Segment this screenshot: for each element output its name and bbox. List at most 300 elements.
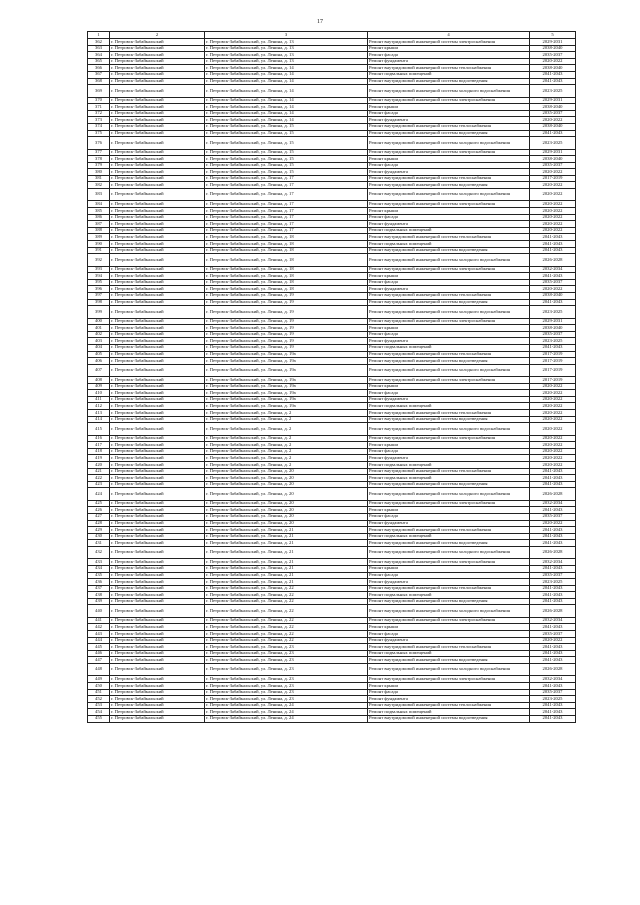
- period-cell: 2035-2037: [530, 110, 576, 117]
- table-row: [88, 351, 576, 358]
- work-type-cell: Ремонт внутридомовой инженерной системы водоотведения: [368, 299, 530, 306]
- period-cell: 2038-2040: [530, 325, 576, 332]
- work-type-cell: Ремонт внутридомовой инженерной системы электроснабжения: [368, 676, 530, 683]
- municipality-cell: г. Петровск-Забайкальский: [110, 254, 205, 266]
- table-row: [88, 624, 576, 631]
- work-type-cell: Ремонт внутридомовой инженерной системы водоотведения: [368, 416, 530, 423]
- work-type-cell: Ремонт фундамента: [368, 396, 530, 403]
- work-type-cell: Ремонт фундамента: [368, 169, 530, 176]
- table-row: [88, 559, 576, 566]
- row-number-cell: 438: [88, 592, 110, 599]
- period-cell: 2020-2022: [530, 403, 576, 410]
- table-row: [88, 123, 576, 130]
- address-cell: г. Петровск-Забайкальский, ул. Ленина, д. 20: [205, 500, 368, 507]
- municipality-cell: г. Петровск-Забайкальский: [110, 221, 205, 228]
- period-cell: 2041-2043: [530, 585, 576, 592]
- work-type-cell: Ремонт фасада: [368, 279, 530, 286]
- work-type-cell: Ремонт крыши: [368, 624, 530, 631]
- municipality-cell: г. Петровск-Забайкальский: [110, 208, 205, 215]
- period-cell: 2041-2043: [530, 247, 576, 254]
- municipality-cell: г. Петровск-Забайкальский: [110, 513, 205, 520]
- work-type-cell: Ремонт внутридомовой инженерной системы теплоснабжения: [368, 702, 530, 709]
- table-row: [88, 169, 576, 176]
- municipality-cell: г. Петровск-Забайкальский: [110, 689, 205, 696]
- address-cell: г. Петровск-Забайкальский, ул. Ленина, д. 2: [205, 435, 368, 442]
- period-cell: 2041-2043: [530, 702, 576, 709]
- table-row: [88, 572, 576, 579]
- row-number-cell: 390: [88, 241, 110, 248]
- table-row: [88, 500, 576, 507]
- period-cell: 2041-2043: [530, 273, 576, 280]
- work-type-cell: Ремонт фасада: [368, 513, 530, 520]
- work-type-cell: Ремонт внутридомовой инженерной системы теплоснабжения: [368, 175, 530, 182]
- row-number-cell: 405: [88, 351, 110, 358]
- work-type-cell: Ремонт внутридомовой инженерной системы теплоснабжения: [368, 234, 530, 241]
- row-number-cell: 396: [88, 286, 110, 293]
- address-cell: г. Петровск-Забайкальский, ул. Ленина, д. 22: [205, 605, 368, 617]
- table-row: [88, 110, 576, 117]
- table-row: [88, 325, 576, 332]
- table-row: [88, 664, 576, 676]
- work-type-cell: Ремонт фасада: [368, 162, 530, 169]
- address-cell: г. Петровск-Забайкальский, ул. Ленина, д. 18: [205, 234, 368, 241]
- work-type-cell: Ремонт крыши: [368, 442, 530, 449]
- address-cell: г. Петровск-Забайкальский, ул. Ленина, д. 14: [205, 104, 368, 111]
- municipality-cell: г. Петровск-Забайкальский: [110, 110, 205, 117]
- municipality-cell: г. Петровск-Забайкальский: [110, 45, 205, 52]
- municipality-cell: г. Петровск-Забайкальский: [110, 631, 205, 638]
- table-row: [88, 481, 576, 488]
- municipality-cell: г. Петровск-Забайкальский: [110, 390, 205, 397]
- address-cell: г. Петровск-Забайкальский, ул. Ленина, д. 19: [205, 299, 368, 306]
- municipality-cell: г. Петровск-Забайкальский: [110, 416, 205, 423]
- work-type-cell: Ремонт подвальных помещений: [368, 709, 530, 716]
- table-row: [88, 273, 576, 280]
- address-cell: г. Петровск-Забайкальский, ул. Ленина, д. 2: [205, 462, 368, 469]
- municipality-cell: г. Петровск-Забайкальский: [110, 448, 205, 455]
- row-number-cell: 371: [88, 104, 110, 111]
- period-cell: 2020-2022: [530, 520, 576, 527]
- address-cell: г. Петровск-Забайкальский, ул. Ленина, д. 19: [205, 292, 368, 299]
- period-cell: 2038-2040: [530, 45, 576, 52]
- municipality-cell: г. Петровск-Забайкальский: [110, 156, 205, 163]
- table-row: [88, 527, 576, 534]
- row-number-cell: 380: [88, 169, 110, 176]
- address-cell: г. Петровск-Забайкальский, ул. Ленина, д. 17: [205, 221, 368, 228]
- address-cell: г. Петровск-Забайкальский, ул. Ленина, д. 17: [205, 175, 368, 182]
- row-number-cell: 451: [88, 689, 110, 696]
- table-row: [88, 689, 576, 696]
- address-cell: г. Петровск-Забайкальский, ул. Ленина, д. 23: [205, 683, 368, 690]
- row-number-cell: 447: [88, 657, 110, 664]
- table-row: [88, 221, 576, 228]
- work-type-cell: Ремонт внутридомовой инженерной системы холодного водоснабжения: [368, 423, 530, 435]
- address-cell: г. Петровск-Забайкальский, ул. Ленина, д. 19а: [205, 390, 368, 397]
- table-row: [88, 423, 576, 435]
- work-type-cell: Ремонт крыши: [368, 208, 530, 215]
- row-number-cell: 420: [88, 462, 110, 469]
- table-row: [88, 254, 576, 266]
- period-cell: 2023-2025: [530, 137, 576, 149]
- period-cell: 2020-2022: [530, 286, 576, 293]
- period-cell: 2020-2022: [530, 410, 576, 417]
- municipality-cell: г. Петровск-Забайкальский: [110, 104, 205, 111]
- period-cell: 2035-2037: [530, 279, 576, 286]
- period-cell: 2032-2034: [530, 559, 576, 566]
- municipality-cell: г. Петровск-Забайкальский: [110, 533, 205, 540]
- work-type-cell: Ремонт внутридомовой инженерной системы электроснабжения: [368, 201, 530, 208]
- municipality-cell: г. Петровск-Забайкальский: [110, 266, 205, 273]
- work-type-cell: Ремонт подвальных помещений: [368, 241, 530, 248]
- table-row: [88, 676, 576, 683]
- row-number-cell: 362: [88, 39, 110, 46]
- address-cell: г. Петровск-Забайкальский, ул. Ленина, д. 21: [205, 559, 368, 566]
- table-row: [88, 97, 576, 104]
- period-cell: 2020-2022: [530, 435, 576, 442]
- period-cell: 2029-2031: [530, 97, 576, 104]
- table-row: [88, 683, 576, 690]
- period-cell: 2038-2040: [530, 104, 576, 111]
- table-row: [88, 306, 576, 318]
- period-cell: 2029-2031: [530, 149, 576, 156]
- address-cell: г. Петровск-Забайкальский, ул. Ленина, д. 15: [205, 123, 368, 130]
- table-row: [88, 396, 576, 403]
- municipality-cell: г. Петровск-Забайкальский: [110, 396, 205, 403]
- municipality-cell: г. Петровск-Забайкальский: [110, 85, 205, 97]
- row-number-cell: 378: [88, 156, 110, 163]
- header-row: [88, 32, 576, 39]
- address-cell: г. Петровск-Забайкальский, ул. Ленина, д. 23: [205, 676, 368, 683]
- table-row: [88, 162, 576, 169]
- table-row: [88, 565, 576, 572]
- work-type-cell: Ремонт фундамента: [368, 338, 530, 345]
- municipality-cell: г. Петровск-Забайкальский: [110, 201, 205, 208]
- row-number-cell: 439: [88, 598, 110, 605]
- period-cell: 2035-2037: [530, 331, 576, 338]
- table-row: [88, 286, 576, 293]
- period-cell: 2020-2022: [530, 448, 576, 455]
- period-cell: 2023-2025: [530, 338, 576, 345]
- address-cell: г. Петровск-Забайкальский, ул. Ленина, д. 22: [205, 637, 368, 644]
- row-number-cell: 367: [88, 71, 110, 78]
- municipality-cell: г. Петровск-Забайкальский: [110, 468, 205, 475]
- row-number-cell: 430: [88, 533, 110, 540]
- work-type-cell: Ремонт подвальных помещений: [368, 71, 530, 78]
- address-cell: г. Петровск-Забайкальский, ул. Ленина, д. 19: [205, 325, 368, 332]
- municipality-cell: г. Петровск-Забайкальский: [110, 676, 205, 683]
- work-type-cell: Ремонт крыши: [368, 156, 530, 163]
- table-row: [88, 579, 576, 586]
- period-cell: 2038-2040: [530, 292, 576, 299]
- municipality-cell: г. Петровск-Забайкальский: [110, 149, 205, 156]
- work-type-cell: Ремонт внутридомовой инженерной системы теплоснабжения: [368, 123, 530, 130]
- address-cell: г. Петровск-Забайкальский, ул. Ленина, д. 18: [205, 273, 368, 280]
- address-cell: г. Петровск-Забайкальский, ул. Ленина, д. 17: [205, 201, 368, 208]
- table-row: [88, 71, 576, 78]
- table-row: [88, 592, 576, 599]
- municipality-cell: г. Петровск-Забайкальский: [110, 97, 205, 104]
- row-number-cell: 427: [88, 513, 110, 520]
- row-number-cell: 365: [88, 58, 110, 65]
- address-cell: г. Петровск-Забайкальский, ул. Ленина, д. 14: [205, 85, 368, 97]
- work-type-cell: Ремонт фасада: [368, 331, 530, 338]
- work-type-cell: Ремонт внутридомовой инженерной системы водоотведения: [368, 78, 530, 85]
- municipality-cell: г. Петровск-Забайкальский: [110, 306, 205, 318]
- municipality-cell: г. Петровск-Забайкальский: [110, 715, 205, 722]
- address-cell: г. Петровск-Забайкальский, ул. Ленина, д. 22: [205, 624, 368, 631]
- work-type-cell: Ремонт фундамента: [368, 637, 530, 644]
- municipality-cell: г. Петровск-Забайкальский: [110, 546, 205, 558]
- row-number-cell: 381: [88, 175, 110, 182]
- address-cell: г. Петровск-Забайкальский, ул. Ленина, д. 18: [205, 254, 368, 266]
- work-type-cell: Ремонт подвальных помещений: [368, 533, 530, 540]
- period-cell: 2017-2019: [530, 364, 576, 376]
- row-number-cell: 448: [88, 664, 110, 676]
- municipality-cell: г. Петровск-Забайкальский: [110, 279, 205, 286]
- address-cell: г. Петровск-Забайкальский, ул. Ленина, д. 22: [205, 631, 368, 638]
- work-type-cell: Ремонт фундамента: [368, 221, 530, 228]
- address-cell: г. Петровск-Забайкальский, ул. Ленина, д. 23: [205, 644, 368, 651]
- work-type-cell: Ремонт фасада: [368, 631, 530, 638]
- period-cell: 2041-2043: [530, 624, 576, 631]
- table-row: [88, 410, 576, 417]
- address-cell: г. Петровск-Забайкальский, ул. Ленина, д. 20: [205, 520, 368, 527]
- municipality-cell: г. Петровск-Забайкальский: [110, 214, 205, 221]
- address-cell: г. Петровск-Забайкальский, ул. Ленина, д. 22: [205, 617, 368, 624]
- address-cell: г. Петровск-Забайкальский, ул. Ленина, д. 2: [205, 442, 368, 449]
- address-cell: г. Петровск-Забайкальский, ул. Ленина, д. 22: [205, 598, 368, 605]
- row-number-cell: 432: [88, 546, 110, 558]
- period-cell: 2041-2043: [530, 540, 576, 547]
- address-cell: г. Петровск-Забайкальский, ул. Ленина, д. 13: [205, 39, 368, 46]
- address-cell: г. Петровск-Забайкальский, ул. Ленина, д. 23: [205, 664, 368, 676]
- row-number-cell: 386: [88, 214, 110, 221]
- municipality-cell: г. Петровск-Забайкальский: [110, 58, 205, 65]
- municipality-cell: г. Петровск-Забайкальский: [110, 383, 205, 390]
- work-type-cell: Ремонт внутридомовой инженерной системы водоотведения: [368, 657, 530, 664]
- address-cell: г. Петровск-Забайкальский, ул. Ленина, д. 19а: [205, 377, 368, 384]
- municipality-cell: г. Петровск-Забайкальский: [110, 579, 205, 586]
- work-type-cell: Ремонт фундамента: [368, 58, 530, 65]
- row-number-cell: 440: [88, 605, 110, 617]
- repair-schedule-table: [87, 31, 576, 723]
- row-number-cell: 436: [88, 579, 110, 586]
- period-cell: 2041-2043: [530, 507, 576, 514]
- municipality-cell: г. Петровск-Забайкальский: [110, 71, 205, 78]
- table-row: [88, 117, 576, 124]
- row-number-cell: 409: [88, 383, 110, 390]
- address-cell: г. Петровск-Забайкальский, ул. Ленина, д. 21: [205, 546, 368, 558]
- municipality-cell: г. Петровск-Забайкальский: [110, 455, 205, 462]
- municipality-cell: г. Петровск-Забайкальский: [110, 234, 205, 241]
- address-cell: г. Петровск-Забайкальский, ул. Ленина, д. 21: [205, 565, 368, 572]
- table-row: [88, 383, 576, 390]
- work-type-cell: Ремонт фасада: [368, 448, 530, 455]
- row-number-cell: 410: [88, 390, 110, 397]
- row-number-cell: 402: [88, 331, 110, 338]
- period-cell: 2026-2028: [530, 605, 576, 617]
- period-cell: 2020-2022: [530, 396, 576, 403]
- municipality-cell: г. Петровск-Забайкальский: [110, 572, 205, 579]
- row-number-cell: 398: [88, 299, 110, 306]
- work-type-cell: Ремонт подвальных помещений: [368, 592, 530, 599]
- period-cell: 2026-2028: [530, 254, 576, 266]
- address-cell: г. Петровск-Забайкальский, ул. Ленина, д. 18: [205, 241, 368, 248]
- work-type-cell: Ремонт внутридомовой инженерной системы электроснабжения: [368, 318, 530, 325]
- table-row: [88, 513, 576, 520]
- period-cell: 2041-2043: [530, 650, 576, 657]
- municipality-cell: г. Петровск-Забайкальский: [110, 299, 205, 306]
- address-cell: г. Петровск-Забайкальский, ул. Ленина, д. 2: [205, 423, 368, 435]
- address-cell: г. Петровск-Забайкальский, ул. Ленина, д. 19а: [205, 364, 368, 376]
- municipality-cell: г. Петровск-Забайкальский: [110, 585, 205, 592]
- municipality-cell: г. Петровск-Забайкальский: [110, 175, 205, 182]
- table-row: [88, 709, 576, 716]
- row-number-cell: 375: [88, 130, 110, 137]
- period-cell: 2035-2037: [530, 513, 576, 520]
- period-cell: 2041-2043: [530, 657, 576, 664]
- work-type-cell: Ремонт подвальных помещений: [368, 227, 530, 234]
- work-type-cell: Ремонт внутридомовой инженерной системы электроснабжения: [368, 435, 530, 442]
- address-cell: г. Петровск-Забайкальский, ул. Ленина, д. 18: [205, 266, 368, 273]
- row-number-cell: 376: [88, 137, 110, 149]
- row-number-cell: 413: [88, 410, 110, 417]
- period-cell: 2041-2043: [530, 592, 576, 599]
- table-row: [88, 696, 576, 703]
- row-number-cell: 444: [88, 637, 110, 644]
- row-number-cell: 435: [88, 572, 110, 579]
- work-type-cell: Ремонт внутридомовой инженерной системы холодного водоснабжения: [368, 364, 530, 376]
- work-type-cell: Ремонт внутридомовой инженерной системы теплоснабжения: [368, 468, 530, 475]
- period-cell: 2038-2040: [530, 123, 576, 130]
- address-cell: г. Петровск-Забайкальский, ул. Ленина, д. 21: [205, 579, 368, 586]
- municipality-cell: г. Петровск-Забайкальский: [110, 664, 205, 676]
- address-cell: г. Петровск-Забайкальский, ул. Ленина, д. 23: [205, 696, 368, 703]
- address-cell: г. Петровск-Забайкальский, ул. Ленина, д. 24: [205, 702, 368, 709]
- municipality-cell: г. Петровск-Забайкальский: [110, 475, 205, 482]
- address-cell: г. Петровск-Забайкальский, ул. Ленина, д. 2: [205, 448, 368, 455]
- period-cell: 2041-2043: [530, 533, 576, 540]
- table-row: [88, 520, 576, 527]
- address-cell: г. Петровск-Забайкальский, ул. Ленина, д. 19: [205, 306, 368, 318]
- work-type-cell: Ремонт крыши: [368, 45, 530, 52]
- table-body: [88, 39, 576, 723]
- row-number-cell: 421: [88, 468, 110, 475]
- table-row: [88, 201, 576, 208]
- work-type-cell: Ремонт внутридомовой инженерной системы электроснабжения: [368, 500, 530, 507]
- period-cell: 2041-2043: [530, 598, 576, 605]
- address-cell: г. Петровск-Забайкальский, ул. Ленина, д. 13: [205, 45, 368, 52]
- work-type-cell: Ремонт крыши: [368, 273, 530, 280]
- period-cell: 2020-2022: [530, 462, 576, 469]
- address-cell: г. Петровск-Забайкальский, ул. Ленина, д. 2: [205, 410, 368, 417]
- work-type-cell: Ремонт крыши: [368, 507, 530, 514]
- address-cell: г. Петровск-Забайкальский, ул. Ленина, д. 20: [205, 488, 368, 500]
- row-number-cell: 417: [88, 442, 110, 449]
- address-cell: г. Петровск-Забайкальский, ул. Ленина, д. 15: [205, 162, 368, 169]
- period-cell: 2023-2025: [530, 306, 576, 318]
- address-cell: г. Петровск-Забайкальский, ул. Ленина, д. 23: [205, 650, 368, 657]
- work-type-cell: Ремонт внутридомовой инженерной системы водоотведения: [368, 130, 530, 137]
- column-header-3: 3: [205, 32, 368, 39]
- table-row: [88, 182, 576, 189]
- row-number-cell: 363: [88, 45, 110, 52]
- table-row: [88, 364, 576, 376]
- municipality-cell: г. Петровск-Забайкальский: [110, 39, 205, 46]
- row-number-cell: 388: [88, 227, 110, 234]
- period-cell: 2041-2043: [530, 475, 576, 482]
- municipality-cell: г. Петровск-Забайкальский: [110, 462, 205, 469]
- work-type-cell: Ремонт фасада: [368, 390, 530, 397]
- row-number-cell: 415: [88, 423, 110, 435]
- period-cell: 2032-2034: [530, 676, 576, 683]
- work-type-cell: Ремонт внутридомовой инженерной системы холодного водоснабжения: [368, 605, 530, 617]
- municipality-cell: г. Петровск-Забайкальский: [110, 325, 205, 332]
- municipality-cell: г. Петровск-Забайкальский: [110, 338, 205, 345]
- table-row: [88, 617, 576, 624]
- period-cell: 2020-2022: [530, 416, 576, 423]
- row-number-cell: 416: [88, 435, 110, 442]
- row-number-cell: 395: [88, 279, 110, 286]
- row-number-cell: 384: [88, 201, 110, 208]
- address-cell: г. Петровск-Забайкальский, ул. Ленина, д. 19: [205, 318, 368, 325]
- period-cell: 2041-2043: [530, 709, 576, 716]
- address-cell: г. Петровск-Забайкальский, ул. Ленина, д. 17: [205, 227, 368, 234]
- address-cell: г. Петровск-Забайкальский, ул. Ленина, д. 24: [205, 715, 368, 722]
- work-type-cell: Ремонт подвальных помещений: [368, 475, 530, 482]
- work-type-cell: Ремонт крыши: [368, 104, 530, 111]
- table-row: [88, 241, 576, 248]
- row-number-cell: 422: [88, 475, 110, 482]
- work-type-cell: Ремонт внутридомовой инженерной системы теплоснабжения: [368, 65, 530, 72]
- municipality-cell: г. Петровск-Забайкальский: [110, 481, 205, 488]
- work-type-cell: Ремонт фасада: [368, 572, 530, 579]
- municipality-cell: г. Петровск-Забайкальский: [110, 137, 205, 149]
- address-cell: г. Петровск-Забайкальский, ул. Ленина, д. 21: [205, 533, 368, 540]
- period-cell: 2017-2019: [530, 358, 576, 365]
- period-cell: 2020-2022: [530, 189, 576, 201]
- period-cell: 2017-2019: [530, 351, 576, 358]
- row-number-cell: 425: [88, 500, 110, 507]
- period-cell: 2041-2043: [530, 299, 576, 306]
- work-type-cell: Ремонт внутридомовой инженерной системы водоотведения: [368, 598, 530, 605]
- work-type-cell: Ремонт крыши: [368, 683, 530, 690]
- work-type-cell: Ремонт внутридомовой инженерной системы холодного водоснабжения: [368, 546, 530, 558]
- municipality-cell: г. Петровск-Забайкальский: [110, 344, 205, 351]
- period-cell: 2020-2022: [530, 455, 576, 462]
- table-row: [88, 266, 576, 273]
- period-cell: 2020-2022: [530, 214, 576, 221]
- row-number-cell: 369: [88, 85, 110, 97]
- period-cell: 2020-2022: [530, 442, 576, 449]
- table-row: [88, 208, 576, 215]
- table-row: [88, 475, 576, 482]
- address-cell: г. Петровск-Забайкальский, ул. Ленина, д. 19а: [205, 383, 368, 390]
- table-row: [88, 78, 576, 85]
- period-cell: 2041-2043: [530, 468, 576, 475]
- work-type-cell: Ремонт внутридомовой инженерной системы холодного водоснабжения: [368, 488, 530, 500]
- table-row: [88, 650, 576, 657]
- work-type-cell: Ремонт подвальных помещений: [368, 462, 530, 469]
- municipality-cell: г. Петровск-Забайкальский: [110, 696, 205, 703]
- period-cell: 2020-2022: [530, 182, 576, 189]
- table-row: [88, 189, 576, 201]
- period-cell: 2041-2043: [530, 683, 576, 690]
- period-cell: 2020-2022: [530, 117, 576, 124]
- row-number-cell: 426: [88, 507, 110, 514]
- table-row: [88, 390, 576, 397]
- row-number-cell: 404: [88, 344, 110, 351]
